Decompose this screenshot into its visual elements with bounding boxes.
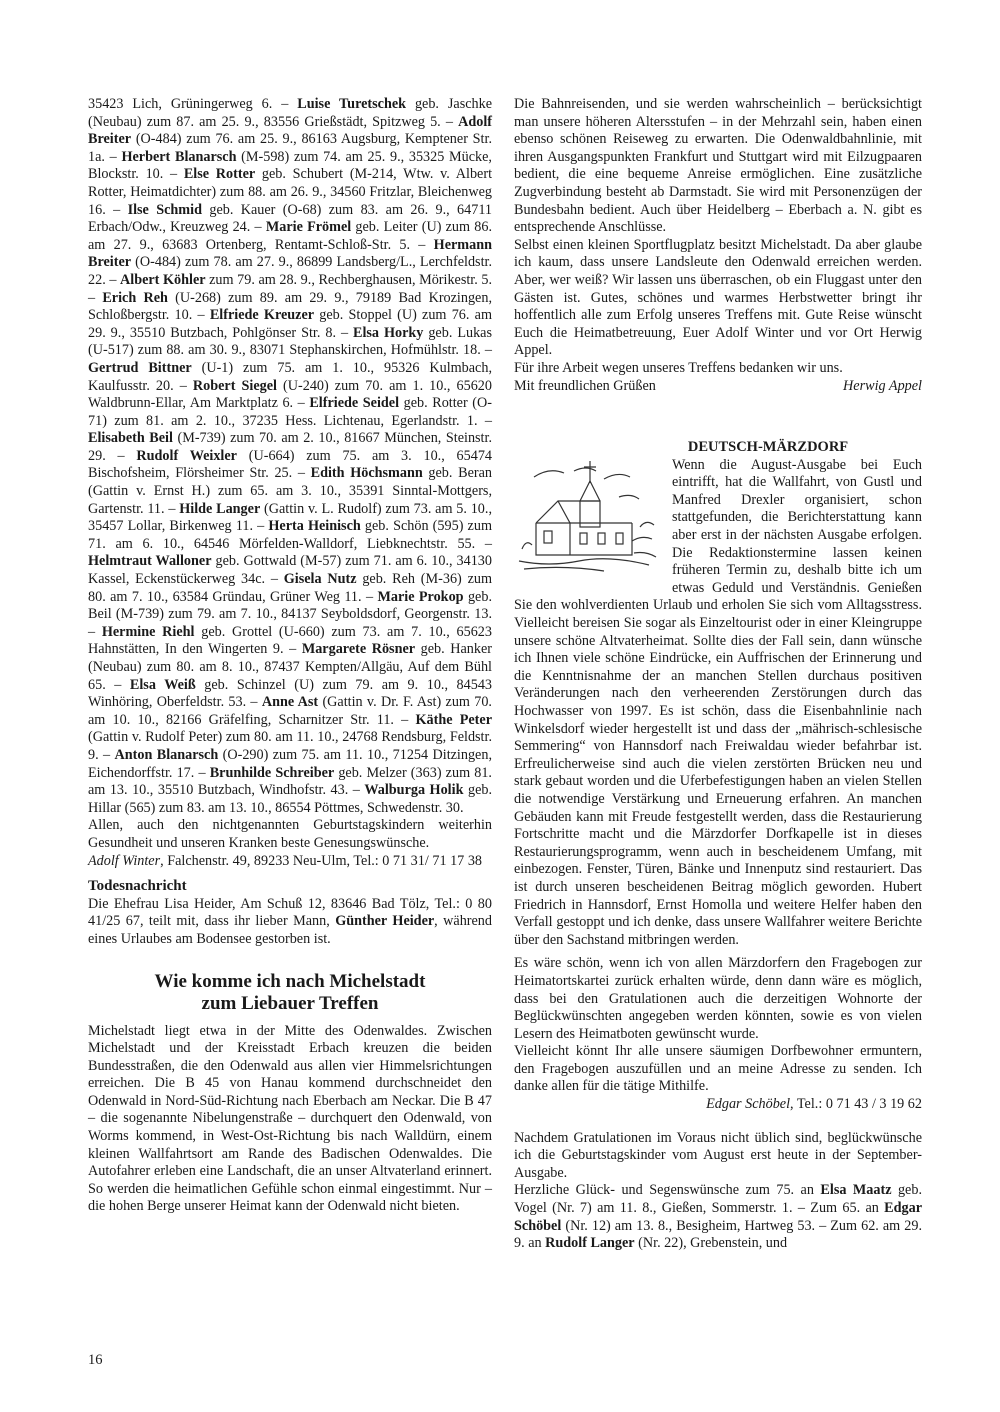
- maerzdorf-signature-name: Edgar Schöbel: [706, 1096, 791, 1113]
- birthday-name: Elfriede Kreuzer: [209, 307, 315, 324]
- birthday-text: (Gattin v. L. Rudolf) zum 73. am 5. 10., 35457 Lollar, Birkenweg 11. –: [88, 500, 492, 535]
- birthday-name: Gisela Nutz: [283, 571, 357, 588]
- birthday-name: Käthe Peter: [415, 711, 492, 728]
- maerzdorf-birthday-text: Herzliche Glück- und Segenswünsche zum 75. an: [514, 1182, 821, 1199]
- birthday-text: geb. Lukas (U-517) zum 88. am 30. 9., 83071 Stephanskirchen, Hofmühlstr. 18. –: [88, 324, 492, 359]
- birthday-name: Elisabeth Beil: [88, 430, 173, 447]
- birthday-text: 35423 Lich, Grüningerweg 6. –: [88, 96, 298, 112]
- travel-paragraph-3: Für ihre Arbeit wegen unseres Treffens bedanken wir uns.: [514, 359, 843, 376]
- chapel-sketch-icon: [514, 457, 664, 577]
- birthday-name: Hermann Breiter: [88, 236, 492, 271]
- birthday-name: Edith Höchsmann: [310, 465, 423, 482]
- maerzdorf-paragraph-5: [514, 1182, 922, 1252]
- birthday-name: Albert Köhler: [120, 271, 206, 288]
- birthday-name: Elsa Weiß: [129, 676, 196, 693]
- birthday-text: geb. Hillar (565) zum 83. am 13. 10., 86554 Pöttmes, Schwedenstr. 30.: [88, 782, 493, 816]
- travel-paragraph-1: Die Bahnreisenden, und sie werden wahrscheinlich – berücksichtigt man unsere höheren Altersstufen – in der Mehrzahl sein, haben einen ebenso schönen Reiseweg zu erwarten. Die Odenwaldbahnlinie, mit ihren Ausgangspunkten Frankfurt und Stuttgart wird mit Eilzugpaaren bedient, die eine bequeme Anreise ermöglichen. Eine zusätzliche Zugverbindung besteht ab Darmstadt. Sie wird mit Personenzügen der Bundesbahn bedient. Auch über Heidelberg – Eberbach a. N. gibt es entsprechende Anschlüsse.: [514, 96, 922, 236]
- birthday-text: (M-598) zum 74. am 25. 9., 35325 Mücke, Blockstr. 10. –: [88, 148, 492, 183]
- maerzdorf-birthday-text: (Nr. 22), Grebenstein, und: [634, 1235, 788, 1252]
- greeting-signature: Herwig Appel: [843, 377, 922, 394]
- death-notice-pre: Die Ehefrau Lisa Heider, Am Schuß 12, 83646 Bad Tölz, Tel.: 0 80 41/25 67, teilt mit, dass ihr lieber Mann,: [88, 895, 492, 930]
- birthday-text: (U-1) zum 75. am 1. 10., 95326 Kulmbach, Kaulfusstr. 20. –: [88, 359, 492, 394]
- maerzdorf-paragraph-2: Es wäre schön, wenn ich von allen Märzdorfern den Fragebogen zur Heimatortskartei zurück erhalten würde, denn dann wäre es möglich, dass bei den Gratulationen auch die derzeitigen Wohnorte der Beglückwünschten angegeben werden könnten, sowie es von vielen Lesern des Heimatboten gewünscht wurde.: [514, 955, 922, 1042]
- birthday-text: geb. Melzer (363) zum 81. am 13. 10., 35510 Butzbach, Windhofstr. 43. –: [88, 764, 492, 799]
- left-column: [88, 96, 492, 1216]
- birthday-text: geb. Schinzel (U) zum 79. am 9. 10., 84543 Winhöring, Oberfeldstr. 53. –: [88, 676, 493, 711]
- birthday-name: Hermine Riehl: [101, 623, 195, 640]
- article-body: Michelstadt liegt etwa in der Mitte des Odenwaldes. Zwischen Michelstadt und der Kreisstadt Erbach kreuzen die beiden Bundesstraßen, die den Odenwald aus allen vier Himmelsrichtungen erreichen. Die B 45 von Hanau kommend durchschneidet den Odenwald in Nord-Süd-Richtung nach Eberbach am Neckar. Die B 47 – die sogenannte Nibelungenstraße – durchquert den Odenwald, von Worms kommend, in West-Ost-Richtung bis nach Walldürn, einem kleinen Wallfahrtsort am Rande des Badischen Odenwaldes. Die Autofahrer erleben eine Landschaft, die an unser Altvaterland erinnert. So werden die heimatlichen Gefühle schon einmal eingestimmt. Nur – die hohen Berge unserer Heimat kann der Odenwald nicht bieten.: [88, 1022, 492, 1215]
- birthday-name: Gertrud Bittner: [88, 359, 192, 376]
- death-notice-title: Todesnachricht: [88, 878, 187, 895]
- birthday-name: Herbert Blanarsch: [121, 148, 237, 165]
- birthday-text: geb. Jaschke (Neubau) zum 87. am 25. 9., 83556 Grießstädt, Spitzweg 5. –: [88, 96, 493, 130]
- maerzdorf-paragraph-4: Nachdem Gratulationen im Voraus nicht üblich sind, beglückwünsche ich die Geburtstagskinder vom August erst heute in der September-Ausgabe.: [514, 1129, 922, 1181]
- birthday-name: Herta Heinisch: [268, 518, 361, 535]
- birthday-text: geb. Schön (595) zum 71. am 6. 10., 64546 Mörfelden-Walldorf, Liebknechtstr. 55. –: [88, 518, 492, 552]
- maerzdorf-birthday-name: Edgar Schöbel: [514, 1200, 922, 1234]
- closing-text: Allen, auch den nichtgenannten Geburtstagskindern weiterhin Gesundheit und unseren Kranken beste Genesungswünsche.: [88, 817, 492, 851]
- birthday-name: Elsa Horky: [353, 324, 424, 341]
- sender-line: [88, 853, 492, 871]
- birthday-name: Walburga Holik: [364, 782, 464, 799]
- birthday-name: Marie Prokop: [377, 588, 464, 605]
- birthday-text: (U-268) zum 89. am 29. 9., 79189 Bad Krozingen, Schloßbergstr. 10. –: [88, 289, 492, 324]
- birthday-name: Else Rotter: [183, 166, 256, 183]
- birthday-list: [88, 96, 492, 817]
- birthday-text: geb. Beil (M-739) zum 79. am 7. 10., 84137 Seyboldsdorf, Georgenstr. 13. –: [88, 588, 492, 640]
- maerzdorf-paragraph-3: Vielleicht könnt Ihr alle unsere säumigen Dorfbewohner ermuntern, den Fragebogen auszufüllen und an meine Adresse zu senden. Ich danke allen für die tätige Mithilfe.: [514, 1043, 922, 1095]
- maerzdorf-birthday-name: Rudolf Langer: [545, 1235, 635, 1252]
- birthday-text: (U-664) zum 75. am 3. 10., 65474 Bischofsheim, Flörsheimer Str. 25. –: [88, 447, 493, 482]
- birthday-name: Adolf Breiter: [88, 113, 492, 148]
- birthday-text: zum 79. am 28. 9., Rechberghausen, Mörikestr. 5. –: [88, 271, 493, 306]
- article-title: [88, 971, 492, 1015]
- birthday-text: (M-739) zum 70. am 2. 10., 81667 München, Steinstr. 29. –: [88, 430, 492, 464]
- birthday-text: geb. Hanker (Neubau) zum 80. am 8. 10., 87437 Kempten/Allgäu, Auf dem Bühl 65. –: [88, 641, 492, 693]
- birthday-text: (U-240) zum 70. am 1. 10., 65620 Waldbrunn-Ellar, Am Marktplatz 6. –: [88, 377, 492, 412]
- greeting-row: [514, 378, 922, 396]
- birthday-name: Ilse Schmid: [127, 201, 202, 218]
- maerzdorf-signature-tel: , Tel.: 0 71 43 / 3 19 62: [790, 1096, 922, 1113]
- birthday-name: Elfriede Seidel: [309, 395, 400, 412]
- birthday-text: geb. Stoppel (U) zum 76. am 29. 9., 35510 Butzbach, Pohlgönser Str. 8. –: [88, 307, 492, 341]
- death-notice-name: Günther Heider: [335, 913, 435, 930]
- birthday-name: Hilde Langer: [179, 500, 261, 517]
- birthday-text: (Gattin v. Dr. F. Ast) zum 70. am 10. 10., 82166 Gräfelfing, Scharnitzer Str. 11. –: [88, 694, 492, 728]
- greeting: Mit freundlichen Grüßen: [514, 377, 656, 394]
- birthday-name: Erich Reh: [102, 289, 168, 306]
- maerzdorf-signature: [514, 1096, 922, 1114]
- birthday-text: geb. Gottwald (M-57) zum 71. am 6. 10., 34130 Kassel, Eckenstückerweg 34c. –: [88, 553, 492, 588]
- birthday-text: (Gattin v. Rudolf Peter) zum 80. am 11. 10., 24768 Rendsburg, Feldstr. 9. –: [88, 729, 492, 763]
- travel-paragraph-2: Selbst einen kleinen Sportflugplatz besitzt Michelstadt. Da aber glaube ich kaum, dass unsere Landsleute den Odenwald erreichen werden. Aber, wer weiß? Wir lassen uns überraschen, ob ein Fluggast unter den Gästen ist. Gutes, schönes und warmes Herbstwetter bringt ihr hoffentlich alle zum Erfolg unseres Treffens mit. Gute Reise wünscht Euch die Heimatbetreuung, Euer Adolf Winter und vor Ort Herwig Appel.: [514, 236, 922, 359]
- birthday-name: Anne Ast: [261, 694, 319, 711]
- section-title-deutsch-maerzdorf: DEUTSCH-MÄRZDORF: [687, 439, 849, 456]
- birthday-name: Marie Frömel: [265, 219, 352, 236]
- birthday-text: (O-484) zum 78. am 27. 9., 86899 Landsberg/L., Lerchfeldstr. 22. –: [88, 254, 492, 288]
- death-notice-post: , während eines Urlaubes am Bodensee gestorben ist.: [88, 913, 492, 947]
- maerzdorf-birthday-text: geb. Vogel (Nr. 7) am 11. 8., Gießen, Sommerstr. 1. – Zum 65. an: [514, 1182, 922, 1217]
- birthday-name: Margarete Rösner: [301, 641, 416, 658]
- page-number: 16: [88, 1352, 103, 1368]
- birthday-name: Brunhilde Schreiber: [209, 764, 335, 781]
- article-title-line-1: Wie komme ich nach Michelstadt: [154, 970, 426, 992]
- birthday-text: geb. Schubert (M-214, Wtw. v. Albert Rotter, Heimatdichter) zum 88. am 26. 9., 34560 Fritzlar, Bleichenweg 16. –: [88, 166, 493, 218]
- maerzdorf-birthday-name: Elsa Maatz: [820, 1182, 892, 1199]
- sender-name: Adolf Winter: [88, 852, 161, 869]
- birthday-text: geb. Reh (M-36) zum 80. am 7. 10., 63584 Gründau, Grüner Weg 11. –: [88, 571, 492, 605]
- article-title-line-2: zum Liebauer Treffen: [201, 992, 379, 1014]
- birthday-text: geb. Rotter (O-71) zum 81. am 2. 10., 37235 Hess. Lichtenau, Egerlandstr. 1. –: [88, 395, 492, 429]
- birthday-text: geb. Beran (Gattin v. Ernst H.) zum 65. am 3. 10., 35391 Sinntal-Mottgers, Gartenstr. 11. –: [88, 465, 492, 517]
- birthday-text: geb. Grottel (U-660) zum 73. am 7. 10., 65623 Hahnstätten, In den Wingerten 9. –: [88, 623, 492, 658]
- maerzdorf-birthday-text: (Nr. 12) am 13. 8., Besigheim, Hartweg 53. – Zum 62. am 29. 9. an: [514, 1217, 922, 1252]
- right-column: [514, 96, 922, 1253]
- death-notice-text: [88, 896, 492, 949]
- birthday-name: Anton Blanarsch: [114, 746, 219, 763]
- maerzdorf-paragraph-1: Wenn die August-Ausgabe bei Euch eintrifft, hat die Wallfahrt, von Gustl und Manfred Drexler organisiert, schon stattgefunden, die Berichterstattung kann aber erst in der nächsten Ausgabe erfolgen. Die Redaktionstermine lassen keinen früheren Termin zu, deshalb bitte ich um etwas Geduld und Verständnis. Genießen Sie den wohlverdienten Urlaub und erholen Sie sich vom Alltagsstress. Vielleicht bereisen Sie sogar als Einzeltourist oder in einer Kleingruppe unsere schöne Altvaterheimat. Sollte dies der Fall sein, dann wünsche ich Ihnen viele schöne Eindrücke, ein Auffrischen der Erinnerung und die Kenntnisnahme der an manchen Stellen durchaus positiven Veränderungen nach den verheerenden Zerstörungen durch das Hochwasser von 1997. Es ist schön, dass die Eisenbahnlinie nach Winkelsdorf wieder hergestellt ist und dass der „mährisch-schlesische Semmering“ von Hannsdorf nach Freiwaldau wieder befahrbar ist. Erfreulicherweise sind auch die vielen zerstörten Brücken neu und stark gebaut worden und die Uferbefestigungen haben an vielen Stellen die notwendige Verstärkung und Erneuerung erfahren. An manchen Gebäuden kann mit Freude festgestellt werden, dass die Restaurierung Fortschritte macht und die Märzdorfer Dorfkapelle ist in dieses Restaurierungsprogramm, wenn auch in bescheidenem Umfang, mit einbezogen. Fenster, Türen, Bänke und Innenputz sind restauriert. Das ist durch unseren bescheidenen Beitrag möglich geworden. Hubert Friedrich in Hannsdorf, Ernst Homolla und weitere Helfer haben den Verfall gestoppt und ich denke, dass unsere Wallfahrer weitere Berichte über den Sachstand mitbringen werden.: [514, 456, 922, 948]
- birthday-name: Helmtraut Walloner: [88, 553, 212, 570]
- birthday-name: Robert Siegel: [192, 377, 277, 394]
- sender-address: , Falchenstr. 49, 89233 Neu-Ulm, Tel.: 0 71 31/ 71 17 38: [160, 852, 483, 869]
- birthday-name: Rudolf Weixler: [136, 447, 237, 464]
- birthday-text: (O-484) zum 76. am 25. 9., 86163 Augsburg, Kemptener Str. 1a. –: [88, 131, 492, 165]
- birthday-text: geb. Leiter (U) zum 86. am 27. 9., 63683 Ortenberg, Rentamt-Schloß-Str. 5. –: [88, 219, 493, 253]
- birthday-text: geb. Kauer (O-68) zum 83. am 26. 9., 64711 Erbach/Odw., Kreuzweg 24. –: [88, 201, 492, 236]
- birthday-name: Luise Turetschek: [297, 96, 407, 112]
- birthday-text: (O-290) zum 75. am 11. 10., 71254 Ditzingen, Eichendorffstr. 17. –: [88, 746, 492, 781]
